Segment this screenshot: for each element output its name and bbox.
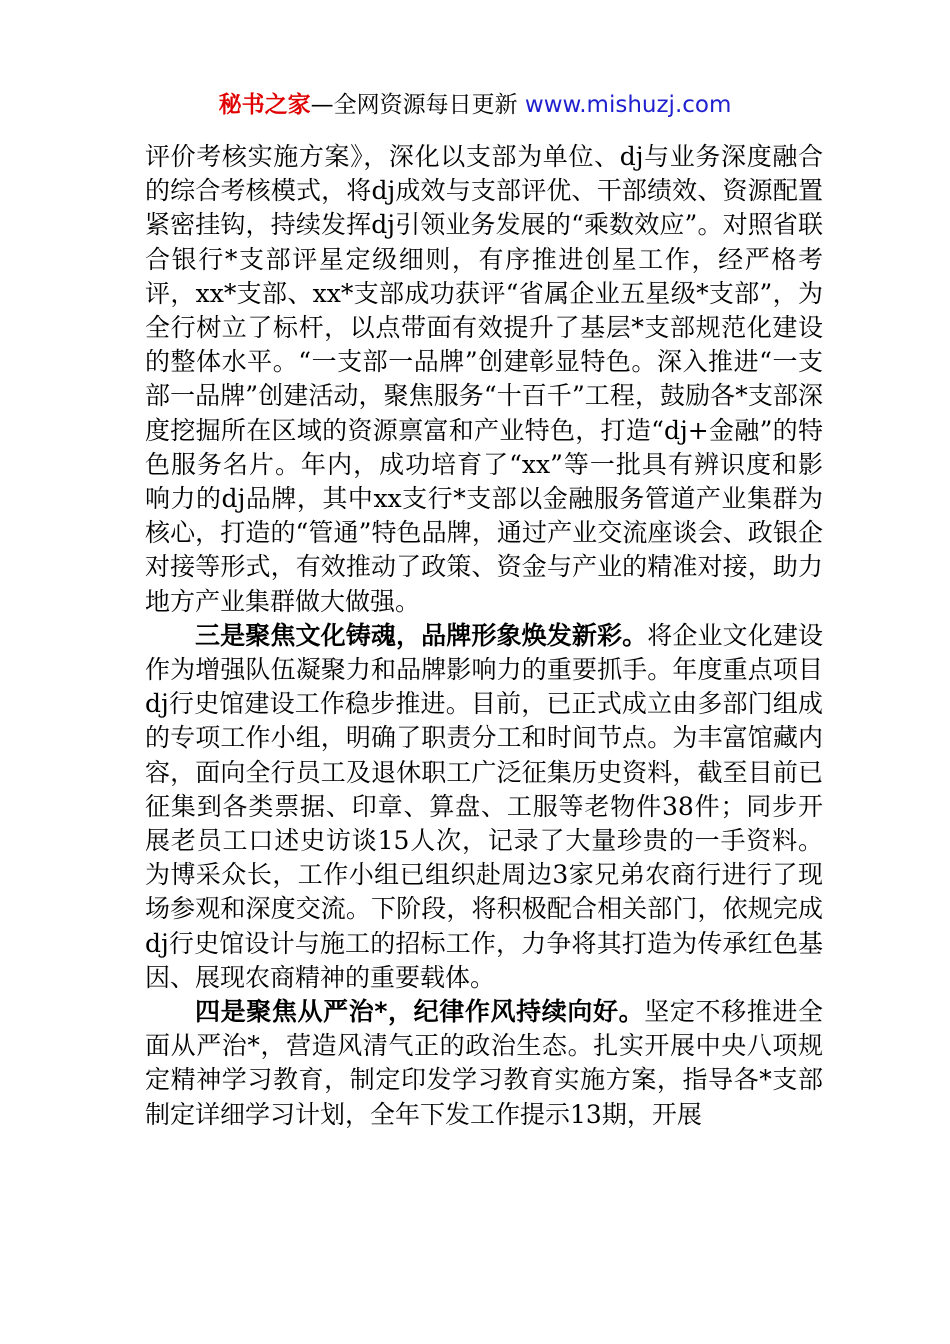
- paragraph-text: 评价考核实施方案》，深化以支部为单位、dj与业务深度融合的综合考核模式，将dj成效与支部评优、干部绩效、资源配置紧密挂钩，持续发挥dj引领业务发展的“乘数效应”。对照省联合银行*支部评星定级细则，有序推进创星工作，经严格考评，xx*支部、xx*支部成功获评“省属企业五星级*支部”，为全行树立了标杆，以点带面有效提升了基层*支部规范化建设的整体水平。“一支部一品牌”创建彰显特色。深入推进“一支部一品牌”创建活动，聚焦服务“十百千”工程，鼓励各*支部深度挖掘所在区域的资源禀富和产业特色，打造“dj+金融”的特色服务名片。年内，成功培育了“xx”等一批具有辨识度和影响力的dj品牌，其中xx支行*支部以金融服务管道产业集群为核心，打造的“管通”特色品牌，通过产业交流座谈会、政银企对接等形式，有效推动了政策、资金与产业的精准对接，助力地方产业集群做大做强。: [145, 142, 823, 616]
- document-body: [145, 140, 823, 1132]
- paragraph-text: 将企业文化建设作为增强队伍凝聚力和品牌影响力的重要抓手。年度重点项目dj行史馆建设工作稳步推进。目前，已正式成立由多部门组成的专项工作小组，明确了职责分工和时间节点。为丰富馆藏内容，面向全行员工及退休职工广泛征集历史资料，截至目前已征集到各类票据、印章、算盘、工服等老物件38件；同步开展老员工口述史访谈15人次，记录了大量珍贵的一手资料。为博采众长，工作小组已组织赴周边3家兄弟农商行进行了现场参观和深度交流。下阶段，将积极配合相关部门，依规完成dj行史馆设计与施工的招标工作，力争将其打造为传承红色基因、展现农商精神的重要载体。: [145, 620, 823, 992]
- paragraph-discipline: [145, 995, 823, 1132]
- site-tagline: —全网资源每日更新: [310, 92, 525, 118]
- paragraph-text: 坚定不移推进全面从严治*，营造风清气正的政治生态。扎实开展中央八项规定精神学习教育，制定印发学习教育实施方案，指导各*支部制定详细学习计划，全年下发工作提示13期，开展: [145, 997, 823, 1129]
- site-brand: 秘书之家: [218, 92, 311, 118]
- site-url-link[interactable]: www.mishuzj.com: [524, 92, 732, 118]
- paragraph-lead: 三是聚焦文化铸魂，品牌形象焕发新彩。: [195, 620, 648, 650]
- paragraph-lead: 四是聚焦从严治*，纪律作风持续向好。: [195, 997, 645, 1027]
- paragraph-culture: [145, 619, 823, 995]
- paragraph-continued: [145, 140, 823, 619]
- site-header: [0, 88, 950, 122]
